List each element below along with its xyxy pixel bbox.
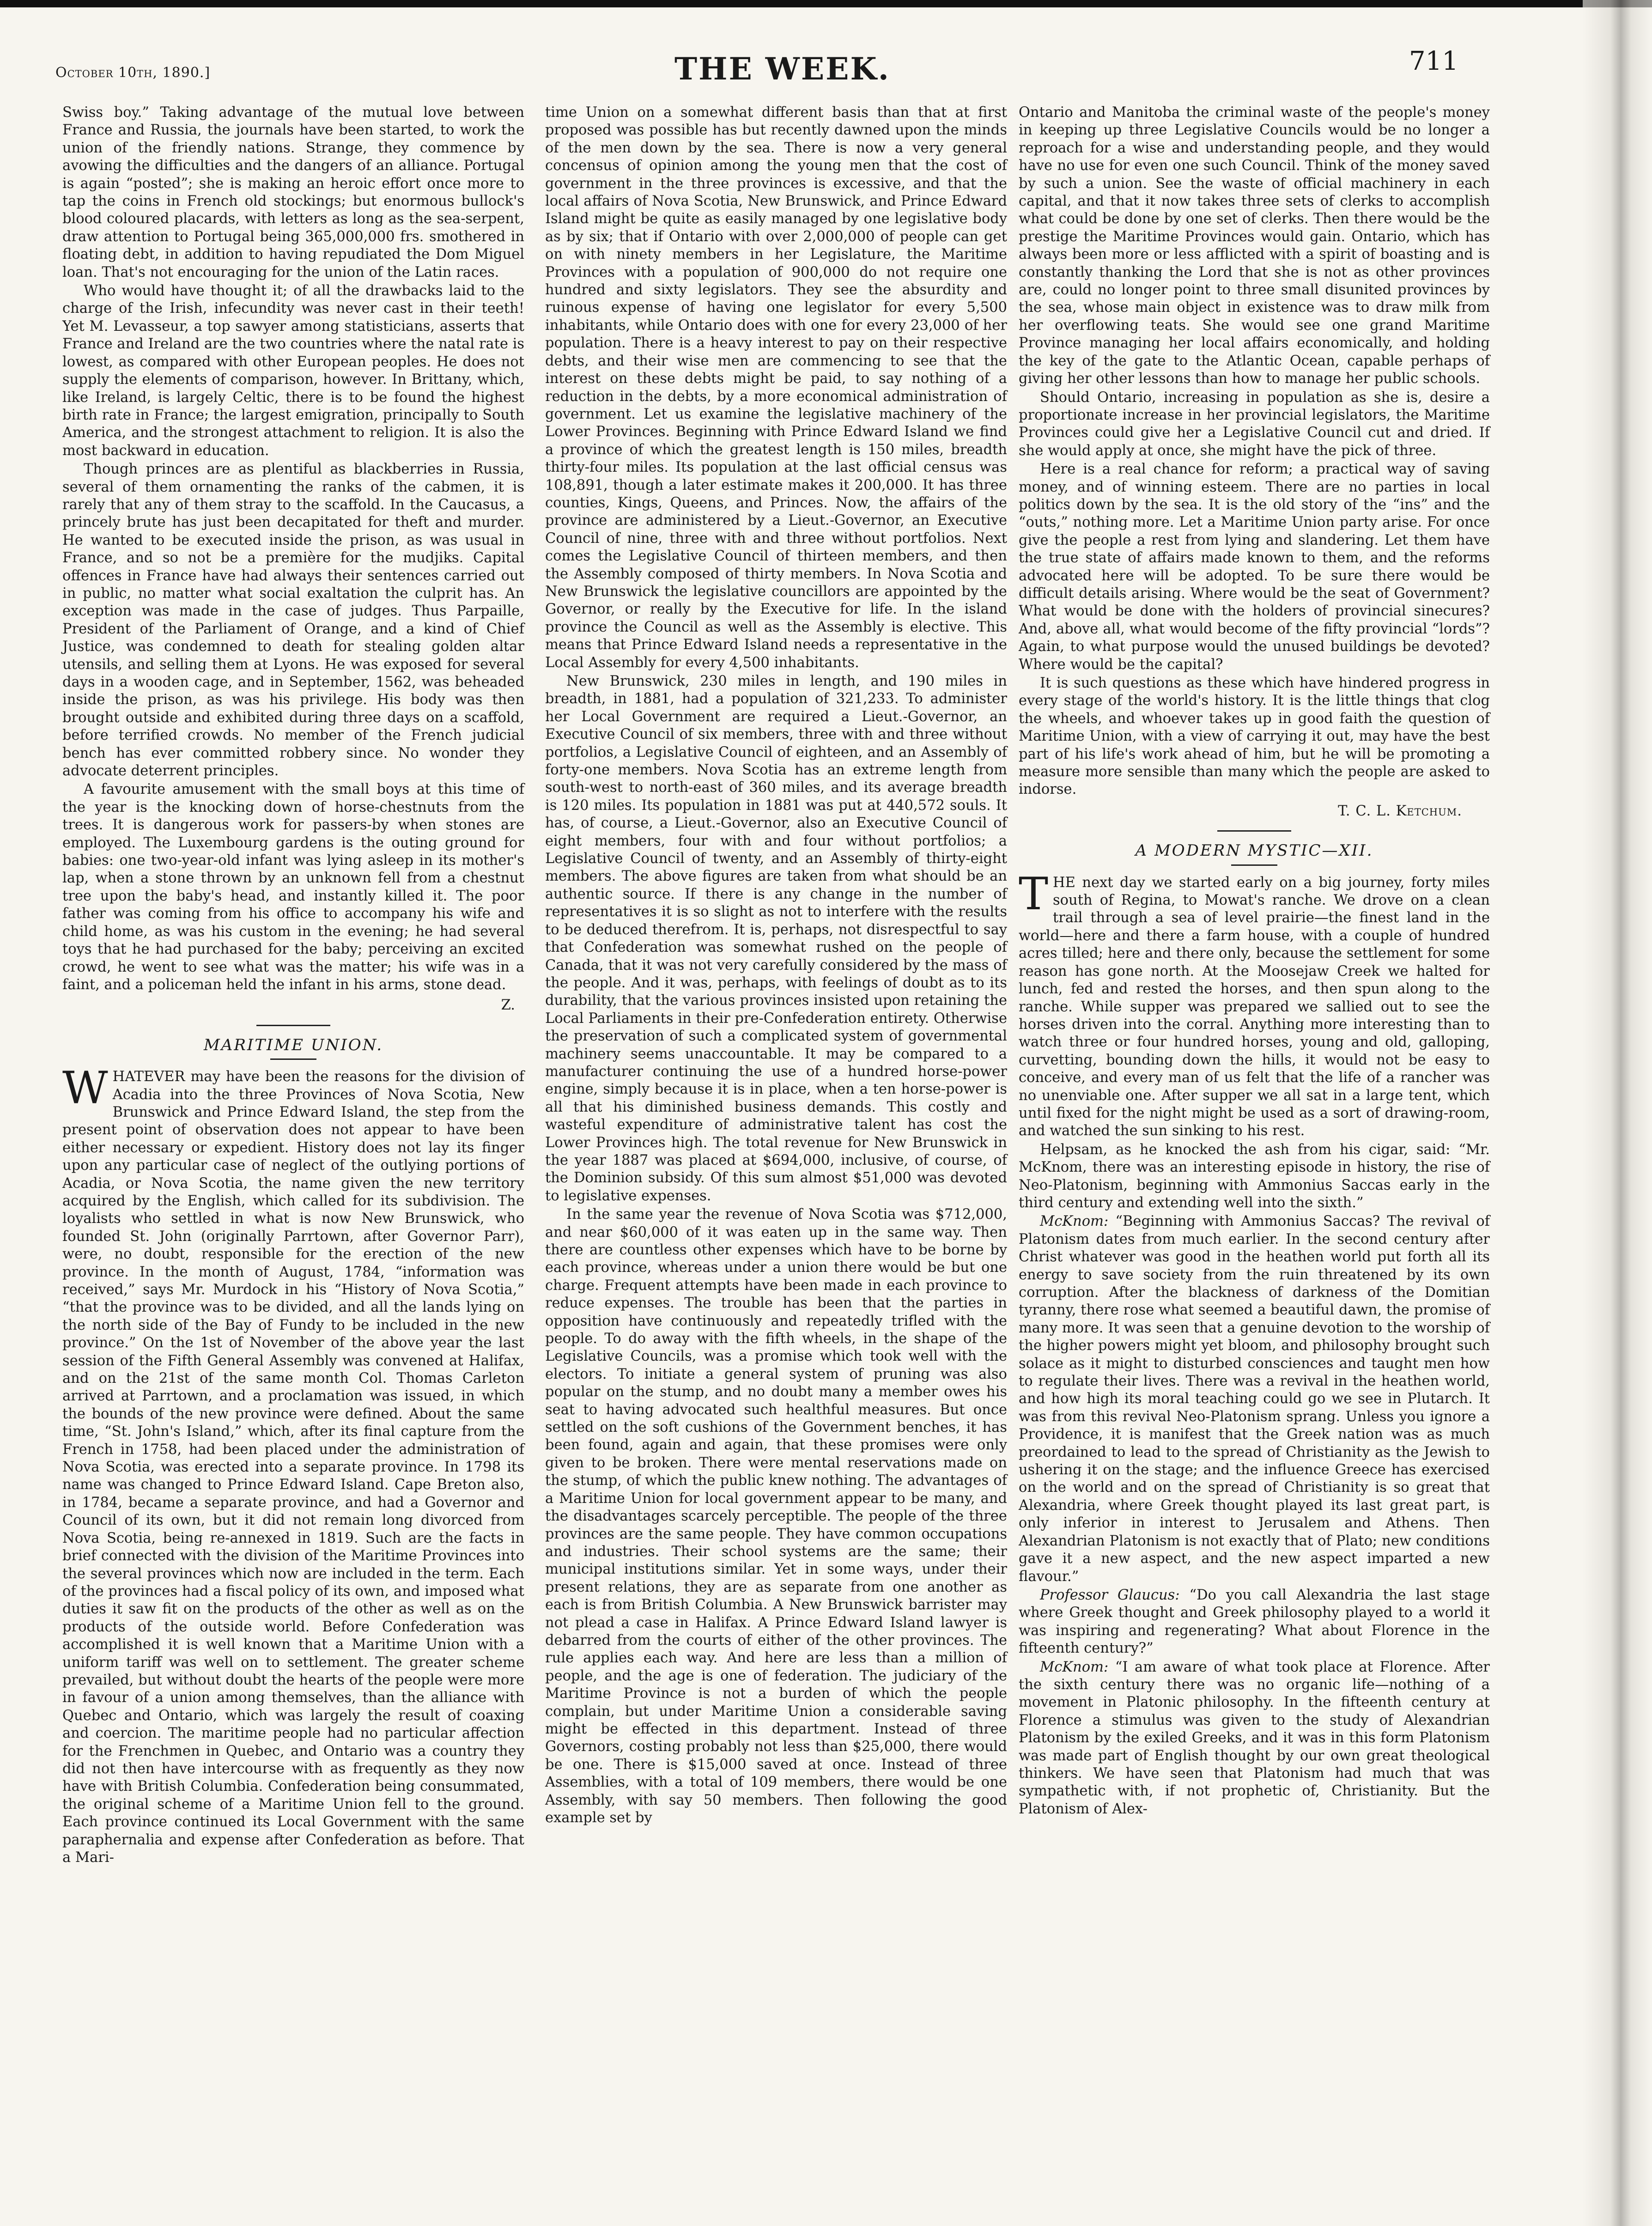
paragraph-text: “Beginning with Ammonius Saccas? The revival of Platonism dates from much earlier. In the second century after Christ whatever was good in the heathen world put forth all its energy to save society from the ruin threatened by its own corruption. After the blackness of darkness of the Domitian tyranny, there rose what seemed a beautiful dawn, the promise of many more. It was seen that a genuine devotion to the worship of the higher powers might yet bloom, and philosophy brought such solace as it might to disturbed consciences and taught men how to regulate their lives. There was a revival in the heathen world, and how high its moral teaching could go we see in Plutarch. It was from this revival Neo-Platonism sprang. Unless you ignore a Providence, it is manifest that the Greek nation was as much preordained to lead to the spread of Christianity as the Jewish to ushering it on the stage; and the influence Greece has exercised on the world and on the spread of Christianity is so great that Alexandria, where Greek thought played its last great part, is only inferior in interest to Jerusalem and Athens. Then Alexandrian Platonism is not exactly that of Plato; new conditions gave it a new aspect, and the new aspect imparted a new flavour.” [1019,1213,1490,1585]
masthead-title: THE WEEK. [674,51,890,87]
article-signature: T. C. L. Ketchum. [1338,803,1462,819]
speaker-name: Professor Glaucus: [1040,1587,1180,1603]
top-border [0,0,1652,7]
drop-cap: W [62,1062,108,1114]
paragraph: Swiss boy.” Taking advantage of the mutual love between France and Russia, the journals have been started, to work the union of the friendly nations. Strange, they commence by avowing the difficulties and the dangers of an alliance. Portugal is again “posted”; she is making an heroic effort once more to tap the coins in French old stockings; but enormous bullock's blood coloured placards, with letters as long as the sea-serpent, draw attention to Portugal being 365,000,000 frs. smothered in floating debt, in addition to having repudiated the Dom Miguel loan. That's not encouraging for the union of the Latin races. [62,104,524,280]
paragraph-text: HE next day we started early on a big journey, forty miles south of Regina, to Mowat's ranche. We drove on a clean trail through a sea of level prairie—the finest land in the world—here and there a farm house, with a couple of hundred acres tilled; here and there only, because the settlement for some reason has gone north. At the Moosejaw Creek we halted for lunch, fed and rested the horses, and then spun along to the ranche. While supper was prepared we sallied out to see the horses driven into the corral. Anything more interesting than to watch three or four hundred horses, young and old, galloping, curvetting, bounding down the hills, it would not be easy to conceive, and every man of us felt that the life of a rancher was no unenviable one. After supper we all sat in a large tent, which until fixed for the night might be used as a sort of drawing-room, and watched the sun sinking to his rest. [1019,874,1490,1139]
paragraph: In the same year the revenue of Nova Scotia was $712,000, and near $60,000 of it was eaten up in the same way. Then there are countless other expenses which have to be borne by each province, whereas under a union there would be but one charge. Frequent attempts have been made in each province to reduce expenses. The trouble has been that the parties in opposition have continuously and repeatedly trifled with the people. To do away with the fifth wheels, in the shape of the Legislative Councils, was a promise which took well with the electors. To initiate a general system of pruning was also popular on the stump, and no doubt many a member owes his seat to having advocated such healthful measures. But once settled on the soft cushions of the Government benches, it has been found, again and again, that these promises were only given to be broken. There were mental reservations made on the stump, of which the public knew nothing. The advantages of a Maritime Union for local government appear to be many, and the disadvantages scarcely perceptible. The people of the three provinces are the same people. They have common occupations and industries. Their school systems are the same; their municipal institutions similar. Yet in some ways, under their present relations, they are as separate from one another as each is from British Columbia. A New Brunswick barrister may not plead a case in Halifax. A Prince Edward Island lawyer is debarred from the courts of either of the other provinces. The rule applies each way. And here are less than a million of people, and the age is one of federation. The judiciary of the Maritime Province is not a burden of which the people complain, but under Maritime Union a considerable saving might be effected in this department. Instead of three Governors, costing probably not less than $25,000, there would be one. There is $15,000 saved at once. Instead of three Assemblies, with a total of 109 members, there would be one Assembly, with say 50 members. Then following the good example set by [545,1206,1007,1826]
paragraph: Who would have thought it; of all the drawbacks laid to the charge of the Irish, infecundity was never cast in their teeth! Yet M. Levasseur, a top sawyer among statisticians, asserts that France and Ireland are the two countries where the natal rate is lowest, as compared with other European peoples. He does not supply the elements of comparison, however. In Brittany, which, like Ireland, is largely Celtic, there is to be found the highest birth rate in France; the largest emigration, principally to South America, and the strongest attachment to religion. It is also the most backward in education. [62,283,524,459]
page-number: 711 [1409,46,1458,76]
article-signature: Z. [501,997,515,1014]
speaker-name: McKnom: [1040,1659,1109,1675]
paragraph: Helpsam, as he knocked the ash from his cigar, said: “Mr. McKnom, there was an interesting episode in history, the rise of Neo-Platonism, beginning with Ammonius Saccas early in the third century and extending well into the sixth.” [1019,1141,1490,1211]
issue-date: October 10th, 1890.] [55,65,211,81]
article-heading: A MODERN MYSTIC—XII. [1135,841,1373,860]
paragraph: Here is a real chance for reform; a practical way of saving money, and of winning esteem. There are no parties in local politics down by the sea. It is the old story of the “ins” and the “outs,” nothing more. Let a Maritime Union party arise. For once give the people a rest from lying and slandering. Let them have the true state of affairs made known to them, and the reforms advocated here will be adopted. To be sure there would be difficult details arising. Where would be the seat of Government? What would be done with the holders of provincial sinecures? And, above all, what would become of the fifty provincial “lords”? Again, to what purpose would the unused buildings be devoted? Where would be the capital? [1019,461,1490,673]
article-heading: MARITIME UNION. [203,1035,383,1054]
paragraph-text: “I am aware of what took place at Florence. After the sixth century there was no organic life—nothing of a movement in Platonic philosophy. In the fifteenth century at Florence a stimulus was given to the study of Alexandrian Platonism by the exiled Greeks, and it was in this form Platonism was made part of English thought by our own great theological thinkers. We have seen that Platonism had much that was sympathetic with, if not prophetic of, Christianity. But the Platonism of Alex- [1019,1659,1490,1817]
paragraph-text: “Do you call Alexandria the last stage where Greek thought and Greek philosophy played to a world it was inspiring and regenerating? What about Florence in the fifteenth century?” [1019,1587,1490,1657]
paragraph: Though princes are as plentiful as blackberries in Russia, several of them ornamenting the ranks of the cabmen, it is rarely that any of them stray to the scaffold. In the Caucasus, a princely brute has just been decapitated for theft and murder. He wanted to be executed inside the prison, as was usual in France, and so not be a première for the mudjiks. Capital offences in France have had always their sentences carried out in public, no matter what social exaltation the culprit has. An exception was made in the case of judges. Thus Parpaille, President of the Parliament of Orange, and a kind of Chief Justice, was condemned to death for stealing golden altar utensils, and selling them at Lyons. He was exposed for several days in a wooden cage, and in September, 1562, was beheaded inside the prison, as was his privilege. His body was then brought outside and exhibited during three days on a scaffold, before terrified crowds. No member of the French judicial bench has ever committed robbery since. No wonder they advocate deterrent principles. [62,461,524,779]
paragraph: A favourite amusement with the small boys at this time of the year is the knocking down of horse-chestnuts from the trees. It is dangerous work for passers-by when stones are employed. The Luxembourg gardens is the outing ground for babies: one two-year-old infant was lying asleep in its mother's lap, when a stone thrown by an unknown fell from a chestnut tree upon the baby's head, and instantly killed it. The poor father was coming from his office to accompany his wife and child home, as was his custom in the evening; he had several toys that he had purchased for the baby; perceiving an excited crowd, he went to see what was the matter; his wife was in a faint, and a policeman held the infant in his arms, stone dead. [62,781,524,993]
column-1 [62,104,524,1867]
paragraph [62,1062,524,1867]
speaker-name: McKnom: [1040,1213,1109,1230]
paragraph: Ontario and Manitoba the criminal waste of the people's money in keeping up three Legislative Councils would be no longer a reproach for a wise and understanding people, and they would have no use for even one such Council. Think of the money saved by such a union. See the waste of official machinery in each capital, and that it now takes three sets of clerks to accomplish what could be done by one set of clerks. Then there would be the prestige the Maritime Provinces would gain. Ontario, which has always been more or less afflicted with a spirit of boasting and is constantly thanking the Lord that she is not as other provinces are, could no longer point to three small disunited provinces by the sea, whose main object in existence was to draw milk from her overflowing teats. She would see one grand Maritime Province managing her local affairs economically, and holding the key of the gate to the Atlantic Ocean, capable perhaps of giving her other lessons than how to manage her public schools. [1019,104,1490,387]
paragraph: time Union on a somewhat different basis than that at first proposed was possible has but recently dawned upon the minds of the men down by the sea. There is now a very general concensus of opinion among the young men that the cost of government in the three provinces is excessive, and that the local affairs of Nova Scotia, New Brunswick, and Prince Edward Island might be quite as easily managed by one legislative body as by six; that if Ontario with over 2,000,000 of people can get on with ninety members in her Legislature, the Maritime Provinces with a population of 900,000 do not require one hundred and sixty legislators. They see the absurdity and ruinous expense of having one legislator for every 5,500 inhabitants, while Ontario does with one for every 23,000 of her population. There is a heavy interest to pay on their respective debts, and their wise men are commencing to see that the interest on these debts might be paid, to say nothing of a reduction in the debts, by a more economical administration of government. Let us examine the legislative machinery of the Lower Provinces. Beginning with Prince Edward Island we find a province of which the greatest length is 150 miles, breadth thirty-four miles. Its population at the last official census was 108,891, though a later estimate makes it 200,000. It has three counties, Kings, Queens, and Princes. Now, the affairs of the province are administered by a Lieut.-Governor, an Executive Council of nine, three with and three without portfolios. Next comes the Legislative Council of thirteen members, and then the Assembly composed of thirty members. In Nova Scotia and New Brunswick the legislative councillors are appointed by the Governor, or really by the Executive for life. In the island province the Council as well as the Assembly is elective. This means that Prince Edward Island needs a representative in the Local Assembly for every 4,500 inhabitants. [545,104,1007,671]
section-rule [1217,830,1291,832]
paragraph [1019,868,1490,1140]
paragraph-text: HATEVER may have been the reasons for the division of Acadia into the three Provinces of Nova Scotia, New Brunswick and Prince Edward Island, the step from the present point of observation does not appear to have been either necessary or expedient. History does not lay its finger upon any particular case of neglect of the outlying portions of Acadia, or Nova Scotia, the name given the new territory acquired by the English, which called for its subdivision. The loyalists who settled in what is now New Brunswick, who founded St. John (originally Parrtown, after Governor Parr), were, no doubt, responsible for the erection of the new province. In the month of August, 1784, “information was received,” says Mr. Murdock in his “History of Nova Scotia,” “that the province was to be divided, and all the lands lying on the north side of the Bay of Fundy to be included in the new province.” On the 1st of November of the above year the last session of the Fifth General Assembly was convened at Halifax, and on the 21st of the same month Col. Thomas Carleton arrived at Parrtown, and a proclamation was issued, in which the bounds of the new province were defined. About the same time, “St. John's Island,” which, after its final capture from the French in 1758, had been placed under the administration of Nova Scotia, was erected into a separate province. In 1798 its name was changed to Prince Edward Island. Cape Breton also, in 1784, became a separate province, and had a Governor and Council of its own, but it did not remain long divorced from Nova Scotia, being re-annexed in 1819. Such are the facts in brief connected with the division of the Maritime Provinces into the several provinces which now are included in the term. Each of the provinces had a fiscal policy of its own, and imposed what duties it saw fit on the products of the other as well as on the products of the outside world. Before Confederation was accomplished it is well known that a Maritime Union with a uniform tariff was well on to settlement. The greater scheme prevailed, but without doubt the hearts of the people were more in favour of a union among themselves, than the alliance with Quebec and Ontario, which was largely the result of coaxing and coercion. The maritime people had no particular affection for the Frenchmen in Quebec, and Ontario was a country they did not then have intercourse with as frequently as they now have with British Columbia. Confederation being consummated, the original scheme of a Maritime Union fell to the ground. Each province continued its Local Government with the same paraphernalia and expense after Confederation as before. That a Mari- [62,1069,524,1866]
paragraph: Should Ontario, increasing in population as she is, desire a proportionate increase in her provincial legislators, the Maritime Provinces could give her a Legislative Council cut and dried. If she would apply at once, she might have the pick of three. [1019,389,1490,459]
heading-rule [270,1058,316,1060]
section-rule [256,1025,330,1026]
paragraph [1019,1659,1490,1819]
column-3 [1019,104,1490,1819]
paragraph [1019,1587,1490,1658]
drop-cap: T [1019,868,1049,920]
paragraph: New Brunswick, 230 miles in length, and 190 miles in breadth, in 1881, had a population of 321,233. To administer her Local Government are required a Lieut.-Governor, an Executive Council of six members, three with and three without portfolios, a Legislative Council of eighteen, and an Assembly of forty-one members. Nova Scotia has an extreme length from south-west to north-east of 360 miles, and its average breadth is 120 miles. Its population in 1881 was put at 440,572 souls. It has, of course, a Lieut.-Governor, also an Executive Council of eight members, four with and four without portfolios; a Legislative Council of twenty, and an Assembly of thirty-eight members. The above figures are taken from what should be an authentic source. If there is any change in the number of representatives it is so slight as not to interfere with the results to be deduced therefrom. It is, perhaps, not disrespectful to say that Confederation was somewhat rushed on the people of Canada, that it was not very carefully considered by the mass of the people. And it was, perhaps, with feelings of doubt as to its durability, that the various provinces insisted upon retaining the Local Parliaments in their pre-Confederation entirety. Otherwise the preservation of such a complicated system of governmental machinery seems unaccountable. It may be compared to a manufacturer continuing the use of a hundred horse-power engine, simply because it is in place, when a ten horse-power is all that his diminished business demands. This costly and wasteful expenditure of administrative talent has cost the Lower Provinces high. The total revenue for New Brunswick in the year 1887 was placed at $694,000, inclusive, of course, of the Dominion subsidy. Of this sum almost $51,000 was devoted to legislative expenses. [545,673,1007,1204]
column-2 [545,104,1007,1828]
heading-rule [1231,864,1277,866]
page-binding-edge [1583,0,1652,2226]
paragraph: It is such questions as these which have hindered progress in every stage of the world's history. It is the little things that clog the wheels, and whoever takes up in good faith the question of Maritime Union, with a view of carrying it out, may have the best part of his life's work ahead of him, but he will be promoting a measure more sensible than many which the people are asked to indorse. [1019,675,1490,798]
paragraph [1019,1213,1490,1586]
